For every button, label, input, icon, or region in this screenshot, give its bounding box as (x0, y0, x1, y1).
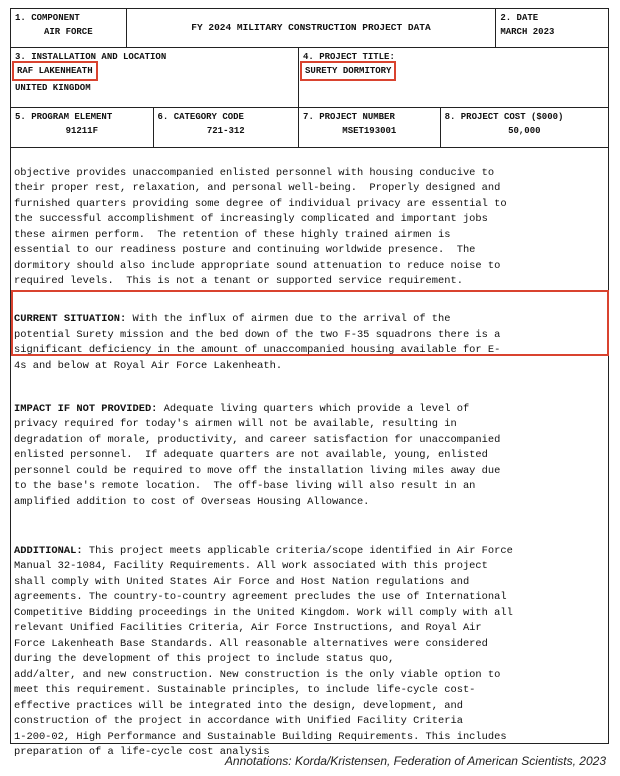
installation-country: UNITED KINGDOM (15, 83, 91, 93)
current-situation-paragraph (14, 312, 604, 374)
impact-text: Adequate living quarters which provide a level of privacy required for today's airmen will not be available, resulting in degradation of morale, productivity, and career satisfaction for unaccompanied enlisted personnel. If adequate quarters are not available, young, enlisted personnel could be required to move off the installation living miles away due to the base's remote location. The off-base living will also result in an amplified addition to cost of Overseas Housing Allowance. (14, 402, 501, 508)
project-title-cell (299, 48, 608, 107)
current-situation-label: CURRENT SITUATION: (14, 313, 127, 325)
attribution-caption: Annotations: Korda/Kristensen, Federation of American Scientists, 2023 (224, 754, 606, 768)
component-cell (11, 9, 127, 47)
category-code-cell (154, 108, 300, 147)
program-element-cell (11, 108, 154, 147)
additional-text: This project meets applicable criteria/scope identified in Air Force Manual 32-1084, Facility Requirements. All work associated with this project shall comply with United States Air Force and Host Nation regulations and agreements. The country-to-country agreement precludes the use of International Competitive Bidding proceedings in the United Kingdom. Work will comply with all relevant Unified Facilities Criteria, Air Force Instructions, and Royal Air Force Lakenheath Base Standards. All reasonable alternatives were considered during the development of this project to include status quo, add/alter, and new construction. New construction is the only viable option to meet this requirement. Sustainable principles, to include life-cycle cost- effective practices will be integrated into the design, development, and construction of the project in accordance with Unified Facility Criteria 1-200-02, High Performance and Sustainable Building Requirements. This includes preparation of a life-cycle cost analysis (14, 544, 513, 758)
header-row-2 (11, 48, 608, 108)
project-number-cell (299, 108, 441, 147)
project-number-label: 7. PROJECT NUMBER (303, 112, 395, 122)
header-row-1 (11, 9, 608, 48)
project-cost-label: 8. PROJECT COST ($000) (444, 112, 564, 122)
category-code-label: 6. CATEGORY CODE (157, 112, 244, 122)
body-text (14, 150, 604, 776)
current-situation-text: With the influx of airmen due to the arrival of the potential Surety mission and the bed down of the two F-35 squadrons there is a significant deficiency in the amount of unaccompanied housing available for E- 4s and below at Royal Air Force Lakenheath. (14, 313, 501, 372)
date-label: 2. DATE (500, 13, 539, 23)
additional-paragraph (14, 544, 604, 761)
project-title-label: 4. PROJECT TITLE: (303, 52, 395, 62)
header-row-3 (11, 108, 608, 148)
date-cell (496, 9, 608, 47)
program-element-value: 91211F (65, 126, 98, 136)
form-title: FY 2024 MILITARY CONSTRUCTION PROJECT DATA (127, 9, 497, 47)
date-value: MARCH 2023 (500, 27, 555, 37)
project-title-value: SURETY DORMITORY (305, 66, 392, 76)
component-label: 1. COMPONENT (15, 13, 80, 23)
impact-paragraph (14, 402, 604, 511)
installation-cell (11, 48, 299, 107)
project-cost-cell (441, 108, 608, 147)
project-cost-value: 50,000 (508, 126, 541, 136)
category-code-value: 721-312 (206, 126, 245, 136)
additional-label: ADDITIONAL: (14, 544, 83, 557)
program-element-label: 5. PROGRAM ELEMENT (15, 112, 113, 122)
project-number-value: MSET193001 (342, 126, 397, 136)
intro-paragraph: objective provides unaccompanied enlisted personnel with housing conducive to their proper rest, relaxation, and personal well-being. Properly designed and furnished quarters providing some degree of individual privacy are essential to the successful accomplishment of increasingly complicated and important jobs these airmen perform. The retention of these highly trained airmen is essential to our readiness posture and continuing worldwide presence. The dormitory should also include appropriate sound attenuation to reduce noise to required levels. This is not a tenant or supported service requirement. (14, 166, 507, 287)
impact-label: IMPACT IF NOT PROVIDED: (14, 402, 158, 415)
installation-value: RAF LAKENHEATH (17, 66, 93, 76)
installation-label: 3. INSTALLATION AND LOCATION (15, 52, 167, 62)
component-value: AIR FORCE (44, 27, 93, 37)
